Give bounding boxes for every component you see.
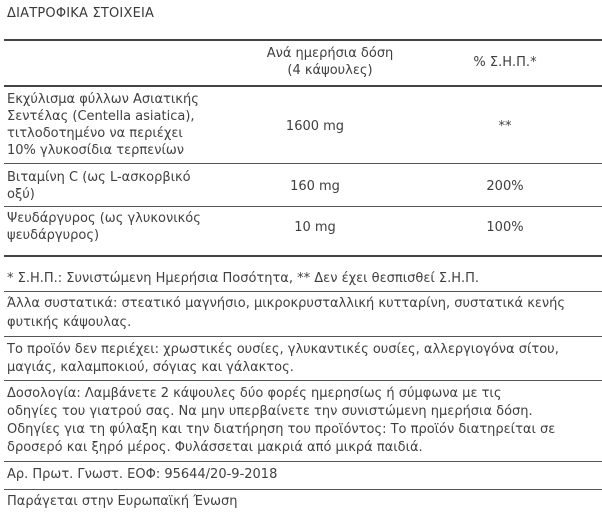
other-ingredients-line: φυτικής κάψουλας.: [7, 315, 132, 330]
dosage-line: Οδηγίες για τη φύλαξη και την διατήρηση του προϊόντος: Το προϊόν διατηρείται σε: [7, 422, 556, 437]
row-amount: 1600 mg: [285, 119, 345, 134]
row-name-line: οξύ): [7, 187, 35, 202]
dosage-line: Δοσολογία: Λαμβάνετε 2 κάψουλες δύο φορές ημερησίως ή σύμφωνα με τις: [7, 386, 502, 401]
header-rdi: % Σ.Η.Π.*: [473, 55, 537, 70]
section-divider: [4, 380, 602, 381]
origin-statement: Παράγεται στην Ευρωπαϊκή Ένωση: [7, 494, 238, 509]
section-divider: [4, 461, 602, 462]
row-name-line: Ψευδάργυρος (ως γλυκονικός: [7, 211, 201, 226]
header-divider: [4, 85, 602, 87]
row-divider: [4, 206, 602, 207]
row-divider: [4, 163, 602, 164]
row-name-line: τιτλοδοτημένο να περιέχει: [7, 126, 183, 141]
free-from-line: Το προϊόν δεν περιέχει: χρωστικές ουσίες, γλυκαντικές ουσίες, αλλεργιογόνα σίτου,: [7, 342, 559, 357]
row-rdi: 100%: [486, 220, 524, 235]
table-top-border: [4, 39, 602, 41]
page-title: ΔΙΑΤΡΟΦΙΚΑ ΣΤΟΙΧΕΙΑ: [7, 6, 155, 21]
row-name-line: Σεντέλας (Centella asiatica),: [7, 109, 195, 124]
row-amount: 160 mg: [290, 179, 340, 194]
registration-number: Αρ. Πρωτ. Γνωστ. ΕΟΦ: 95644/20-9-2018: [7, 467, 278, 482]
row-name-line: Εκχύλισμα φύλλων Ασιατικής: [7, 92, 199, 107]
section-divider: [4, 489, 602, 490]
footnote: * Σ.Η.Π.: Συνιστώμενη Ημερήσια Ποσότητα, ** Δεν έχει θεσπισθεί Σ.Η.Π.: [7, 271, 480, 286]
section-divider: [4, 291, 602, 292]
dosage-line: οδηγίες του γιατρού σας. Να μην υπερβαίνετε την συνιστώμενη ημερήσια δόση.: [7, 404, 533, 419]
header-dose-line1: Ανά ημερήσια δόση: [266, 46, 394, 61]
section-divider: [4, 336, 602, 337]
dosage-line: δροσερό και ξηρό μέρος. Φυλάσσεται μακριά από μικρά παιδιά.: [7, 440, 423, 455]
row-rdi: 200%: [486, 179, 524, 194]
row-name-line: Βιταμίνη C (ως L-ασκορβικό: [7, 170, 191, 185]
other-ingredients-line: Άλλα συστατικά: στεατικό μαγνήσιο, μικροκρυσταλλική κυτταρίνη, συστατικά κενής: [7, 296, 566, 311]
header-dose-line2: (4 κάψουλες): [287, 63, 373, 78]
row-name-line: 10% γλυκοσίδια τερπενίων: [7, 143, 185, 158]
row-amount: 10 mg: [294, 220, 336, 235]
row-name-line: ψευδάργυρος): [7, 228, 100, 243]
free-from-line: μαγιάς, καλαμποκιού, σόγιας και γάλακτος.: [7, 360, 294, 375]
table-bottom-border: [4, 255, 602, 257]
row-rdi: **: [498, 119, 512, 134]
